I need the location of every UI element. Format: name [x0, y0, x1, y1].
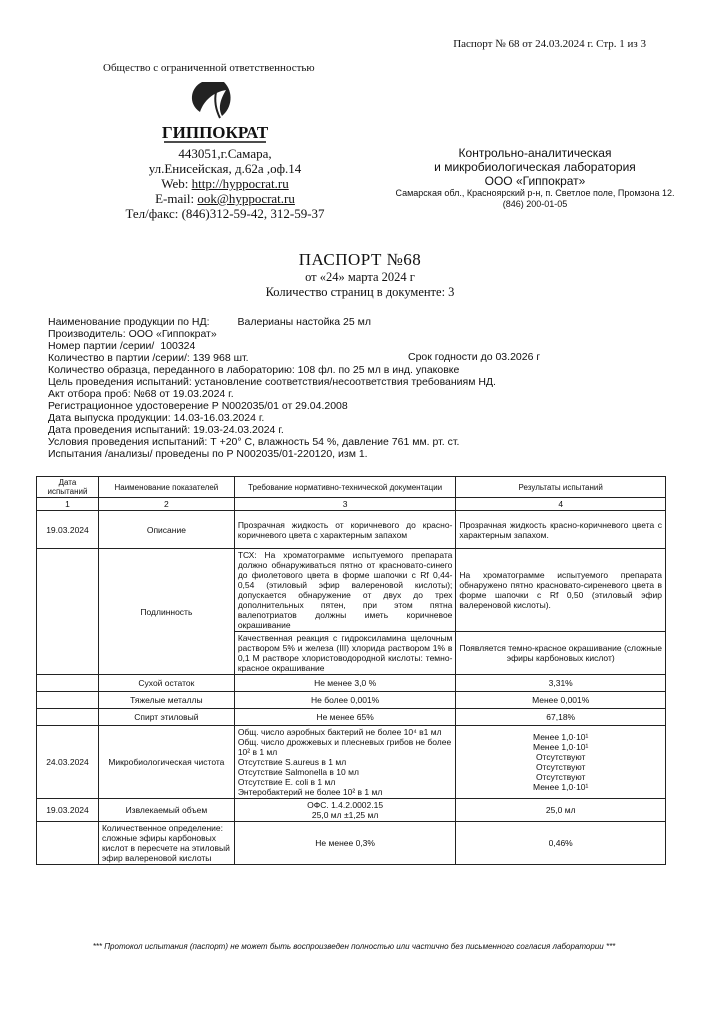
col-header-date: Дата испытаний [37, 477, 99, 498]
row-name: Микробиологическая чистота [98, 726, 234, 799]
micro-result: Отсутствуют [535, 772, 586, 782]
test-method: Испытания /анализы/ проведены по Р N002035/01-220120, изм 1. [48, 448, 368, 460]
volume-requirement: 25,0 мл ±1,25 мл [311, 810, 379, 820]
table-row [37, 822, 666, 865]
row-result: Менее 0,001% [456, 692, 666, 709]
footer-disclaimer: *** Протокол испытания (паспорт) не может быть воспроизведен полностью или частично без письменного согласия лаборатории *** [92, 942, 616, 951]
page-info: Паспорт № 68 от 24.03.2024 г. Стр. 1 из 3 [453, 38, 646, 50]
col-header-name: Наименование показателей [98, 477, 234, 498]
row-result: 3,31% [456, 675, 666, 692]
row-date: 24.03.2024 [37, 726, 99, 799]
email-link[interactable]: ook@hyppocrat.ru [197, 191, 295, 206]
micro-requirement: Общ. число дрожжевых и плесневых грибов не более 10² в 1 мл [237, 737, 452, 757]
row-result [456, 726, 666, 799]
email-line [100, 191, 350, 206]
table-row [37, 511, 666, 549]
row-requirement [234, 799, 456, 822]
lab-line-2: и микробиологическая лаборатория [434, 160, 636, 174]
row-requirement: ТСХ: На хроматограмме испытуемого препарата должно обнаруживаться пятно от красновато-синего до фиолетового цвета в форме шапочки с Rf 0,44-0,54 (этиловый эфир валереновой кислоты); допускается обнаружение от двух до трех дополнительных пятен, при этом пятна валепотриатов должны иметь коричневое окрашивание [234, 549, 456, 632]
row-requirement: Не более 0,001% [234, 692, 456, 709]
col-header-result: Результаты испытаний [456, 477, 666, 498]
sampling-act: Акт отбора проб: №68 от 19.03.2024 г. [48, 388, 234, 400]
org-type: Общество с ограниченной ответственностью [103, 62, 315, 74]
product-label: Наименование продукции по НД: [48, 316, 210, 328]
col-number: 3 [234, 498, 456, 511]
web-link[interactable]: http://hyppocrat.ru [191, 176, 289, 191]
lab-phone: (846) 200-01-05 [502, 199, 568, 209]
batch-line [48, 340, 668, 352]
batch-label: Номер партии /серии/ [48, 340, 155, 352]
release-date: Дата выпуска продукции: 14.03-16.03.2024 г. [48, 412, 265, 424]
row-result: Прозрачная жидкость красно-коричневого цвета с характерным запахом. [456, 511, 666, 549]
company-logo [160, 78, 270, 146]
passport-title-block [195, 250, 525, 300]
lab-block [385, 146, 685, 210]
row-date: 19.03.2024 [37, 799, 99, 822]
logo-text: ГИППОКРАТ [161, 123, 269, 142]
col-number: 1 [37, 498, 99, 511]
row-result: На хроматограмме испытуемого препарата обнаружено пятно красновато-сиреневого цвета в форме шапочки с Rf 0,50 (этиловый эфир валереновой кислоты). [456, 549, 666, 632]
expiry-date: Срок годности до 03.2026 г [408, 351, 541, 363]
row-result: 25,0 мл [456, 799, 666, 822]
lab-address: Самарская обл., Красноярский р-н, п. Светлое поле, Промзона 12. [395, 188, 675, 198]
row-result: 67,18% [456, 709, 666, 726]
row-date [37, 549, 99, 675]
test-conditions: Условия проведения испытаний: Т +20° С, влажность 54 %, давление 761 мм. рт. ст. [48, 436, 460, 448]
row-requirement: Не менее 3,0 % [234, 675, 456, 692]
table-header-row [37, 477, 666, 498]
sample-quantity: Количество образца, переданного в лабораторию: 108 фл. по 25 мл в инд. упаковке [48, 364, 460, 376]
lab-line-1: Контрольно-аналитическая [458, 146, 612, 160]
email-label: E-mail: [155, 191, 195, 206]
row-requirement: Не менее 65% [234, 709, 456, 726]
table-row [37, 675, 666, 692]
micro-result: Менее 1,0·10¹ [533, 742, 589, 752]
micro-result: Менее 1,0·10¹ [533, 732, 589, 742]
micro-requirement: Отсутствие S.aureus в 1 мл [237, 757, 347, 767]
registration: Регистрационное удостоверение Р N002035/01 от 29.04.2008 [48, 400, 348, 412]
table-row [37, 799, 666, 822]
test-dates: Дата проведения испытаний: 19.03-24.03.2024 г. [48, 424, 284, 436]
row-requirement: Прозрачная жидкость от коричневого до красно-коричневого цвета с характерным запахом [234, 511, 456, 549]
col-number: 2 [98, 498, 234, 511]
row-name: Тяжелые металлы [98, 692, 234, 709]
row-name: Спирт этиловый [98, 709, 234, 726]
product-name: Валерианы настойка 25 мл [237, 316, 371, 328]
page-count: Количество страниц в документе: 3 [265, 285, 455, 299]
row-result: 0,46% [456, 822, 666, 865]
micro-result: Менее 1,0·10¹ [533, 782, 589, 792]
passport-info [48, 316, 668, 460]
micro-requirement: Общ. число аэробных бактерий не более 10⁴ в1 мл [237, 727, 442, 737]
row-date: 19.03.2024 [37, 511, 99, 549]
col-header-requirement: Требование нормативно-технической документации [234, 477, 456, 498]
row-name: Подлинность [98, 549, 234, 675]
row-requirement: Не менее 0,3% [234, 822, 456, 865]
address-line-1: 443051,г.Самара, [178, 146, 272, 161]
batch-number: 100324 [160, 340, 196, 352]
passport-date: от «24» марта 2024 г [305, 270, 415, 284]
table-row [37, 549, 666, 632]
micro-requirement: Энтеробактерий не более 10² в 1 мл [237, 787, 383, 797]
row-name: Описание [98, 511, 234, 549]
product-line [48, 316, 668, 328]
lab-line-3: ООО «Гиппократ» [484, 174, 586, 188]
web-line [100, 176, 350, 191]
row-result: Появляется темно-красное окрашивание (сложные эфиры карбоновых кислот) [456, 632, 666, 675]
micro-requirement: Отсутствие E. coli в 1 мл [237, 777, 336, 787]
results-table [36, 476, 666, 865]
row-requirement: Качественная реакция с гидроксиламина щелочным раствором 5% и железа (III) хлорида раствором 1% в 0,1 М растворе хлористоводородной кислоты: темно-красное окрашивание [234, 632, 456, 675]
micro-result: Отсутствуют [535, 762, 586, 772]
phone-line: Тел/факс: (846)312-59-42, 312-59-37 [125, 206, 325, 221]
row-name: Количественное определение: сложные эфиры карбоновых кислот в пересчете на этиловый эфир валереновой кислоты [98, 822, 234, 865]
batch-quantity: Количество в партии /серии/: 139 968 шт. [48, 352, 249, 364]
micro-result: Отсутствуют [535, 752, 586, 762]
table-row [37, 709, 666, 726]
address-line-2: ул.Енисейская, д.62а ,оф.14 [148, 161, 302, 176]
table-row [37, 726, 666, 799]
col-number: 4 [456, 498, 666, 511]
micro-requirement: Отсутствие Salmonella в 10 мл [237, 767, 359, 777]
test-purpose: Цель проведения испытаний: установление соответствия/несоответствия требованиям НД. [48, 376, 496, 388]
web-label: Web: [161, 176, 189, 191]
table-number-row [37, 498, 666, 511]
manufacturer: Производитель: ООО «Гиппократ» [48, 328, 217, 340]
row-requirement [234, 726, 456, 799]
row-name: Сухой остаток [98, 675, 234, 692]
row-name: Извлекаемый объем [98, 799, 234, 822]
table-row [37, 692, 666, 709]
passport-title: ПАСПОРТ №68 [298, 250, 422, 269]
volume-standard: ОФС. 1.4.2.0002.15 [307, 800, 384, 810]
company-address [100, 146, 350, 221]
